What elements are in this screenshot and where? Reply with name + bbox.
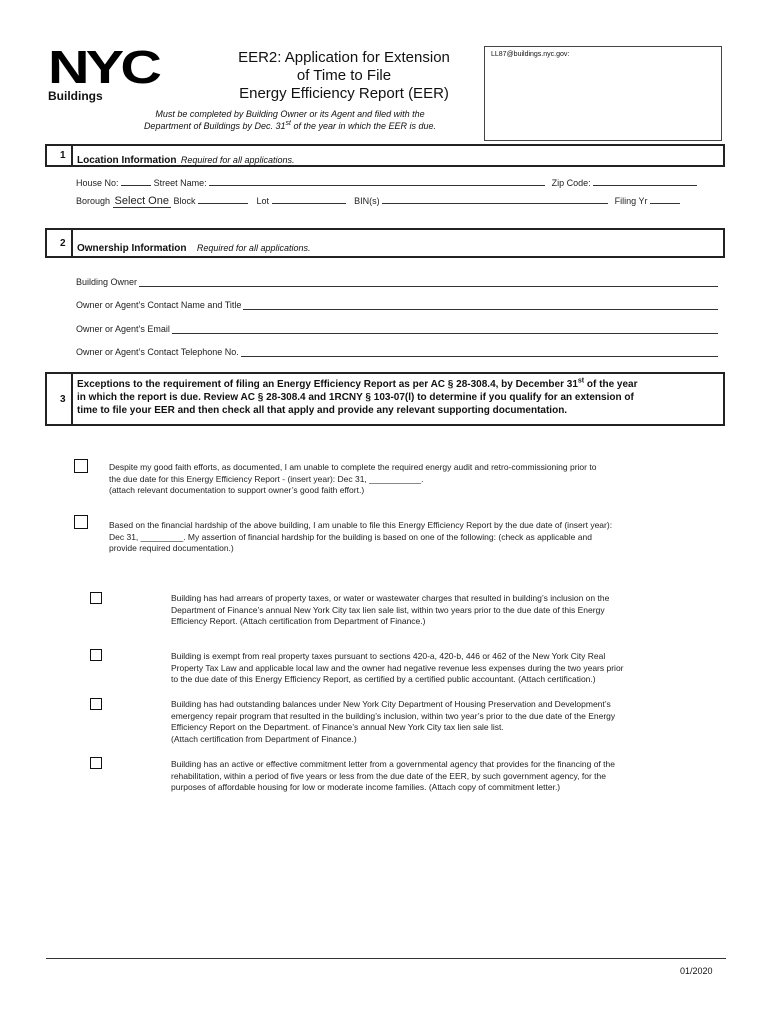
commitment-letter-checkbox[interactable] bbox=[90, 757, 102, 769]
block-field[interactable] bbox=[198, 194, 248, 204]
tax-exempt-option-text: Building is exempt from real property taxes pursuant to sections 420-a, 420-b, 446 or 462 of the New York City Real Property Tax Law and applicable local law and the owner had negative revenue less expenses during the two years prior to the due date of this Energy Efficiency Report, as certified by a certified public accountant. (Attach certification.) bbox=[171, 651, 624, 684]
tax-arrears-checkbox[interactable] bbox=[90, 592, 102, 604]
contact-email-row bbox=[76, 324, 718, 334]
contact-name-field[interactable] bbox=[243, 300, 718, 310]
title-line-1: EER2: Application for Extension bbox=[238, 49, 450, 66]
section-3-number: 3 bbox=[60, 394, 66, 405]
street-name-field[interactable] bbox=[209, 176, 545, 186]
section-3-header bbox=[45, 372, 725, 426]
section-2-requirement: Required for all applications. bbox=[196, 243, 311, 253]
building-owner-label: Building Owner bbox=[76, 277, 138, 287]
good-faith-checkbox[interactable] bbox=[74, 459, 88, 473]
email-box[interactable] bbox=[484, 46, 722, 141]
section-2-header bbox=[45, 228, 725, 258]
hpd-balances-option-text: Building has had outstanding balances under New York City Department of Housing Preservation and Development’s emergency repair program that resulted in the building’s inclusion, within two year’s prior to the due date of the Energy Efficiency Report on the Department. of Finance’s annual New York City tax lien sale list. (Attach certification from Department of Finance.) bbox=[171, 699, 616, 744]
section-1-number: 1 bbox=[60, 150, 66, 161]
section-2-number: 2 bbox=[60, 238, 66, 249]
location-row-2 bbox=[76, 194, 680, 208]
contact-name-label: Owner or Agent’s Contact Name and Title bbox=[76, 300, 242, 310]
form-revision-date: 01/2020 bbox=[680, 966, 713, 976]
section-2-title: Ownership Information bbox=[77, 243, 187, 254]
building-owner-row bbox=[76, 277, 718, 287]
contact-name-row bbox=[76, 300, 718, 310]
filing-yr-label: Filing Yr bbox=[614, 196, 648, 206]
house-no-label: House No: bbox=[76, 178, 119, 188]
lot-field[interactable] bbox=[272, 194, 346, 204]
contact-email-label: Owner or Agent’s Email bbox=[76, 324, 170, 334]
logo-subtext: Buildings bbox=[48, 89, 103, 103]
financial-hardship-option-text: Based on the financial hardship of the above building, I am unable to file this Energy Efficiency Report by the due date of (insert year): Dec 31, _________. My assertion of financial hardship for the building is based on one of the following: (check as applicable and provide required documentation.) bbox=[109, 520, 613, 553]
zip-code-field[interactable] bbox=[593, 176, 697, 186]
section-1-title: Location Information bbox=[77, 155, 177, 166]
footer-divider bbox=[46, 958, 726, 959]
section-1-requirement: Required for all applications. bbox=[180, 155, 295, 165]
borough-label: Borough bbox=[76, 196, 111, 206]
contact-email-field[interactable] bbox=[172, 324, 718, 334]
filing-instructions bbox=[100, 108, 480, 132]
title-line-2: of Time to File bbox=[296, 67, 392, 84]
hpd-balances-checkbox[interactable] bbox=[90, 698, 102, 710]
filing-yr-field[interactable] bbox=[650, 194, 680, 204]
nyc-buildings-logo bbox=[48, 41, 159, 103]
block-label: Block bbox=[173, 196, 196, 206]
contact-phone-row bbox=[76, 347, 718, 357]
title-line-3: Energy Efficiency Report (EER) bbox=[239, 85, 449, 102]
contact-phone-label: Owner or Agent’s Contact Telephone No. bbox=[76, 347, 239, 357]
good-faith-option-text: Despite my good faith efforts, as documented, I am unable to complete the required energy audit and retro-commissioning prior to the due date for this Energy Efficiency Report - (insert year): Dec 31, ___________. (attach relevant documentation to support owner’s good faith effort.) bbox=[109, 462, 597, 495]
logo-text: NYC bbox=[48, 41, 159, 93]
borough-select[interactable]: Select One bbox=[114, 195, 169, 207]
tax-arrears-option-text: Building has had arrears of property taxes, or water or wastewater charges that resulted in building’s inclusion on the Department of Finance’s annual New York City tax lien sale list, within two years prior to the due date of this Energy Efficiency Report. (Attach certification from Department of Finance.) bbox=[171, 593, 610, 626]
section-3-text: Exceptions to the requirement of filing an Energy Efficiency Report as per AC § 28-308.4, by December 31st of the year in which the report is due. Review AC § 28-308.4 and 1RCNY § 103-07(l) to determine if you qualify for an extension of time to file your EER and then check all that apply and provide any relevant supporting documentation. bbox=[77, 377, 638, 416]
bin-label: BIN(s) bbox=[354, 196, 380, 206]
street-name-label: Street Name: bbox=[153, 178, 207, 188]
building-owner-field[interactable] bbox=[139, 277, 718, 287]
email-box-text: LL87@buildings.nyc.gov: bbox=[491, 51, 570, 58]
form-title bbox=[208, 49, 480, 103]
contact-phone-field[interactable] bbox=[241, 347, 718, 357]
commitment-letter-option-text: Building has an active or effective commitment letter from a governmental agency that provides for the financing of the rehabilitation, within a period of five years or less from the due date of the EER, by such government agency, for the purposes of affordable housing for low or moderate income families. (Attach copy of commitment letter.) bbox=[171, 759, 615, 792]
bin-field[interactable] bbox=[382, 194, 608, 204]
instructions-line-1: Must be completed by Building Owner or its Agent and filed with the bbox=[155, 109, 425, 119]
zip-code-label: Zip Code: bbox=[551, 178, 591, 188]
instructions-line-2: Department of Buildings by Dec. 31st of the year in which the EER is due. bbox=[143, 120, 437, 131]
lot-label: Lot bbox=[256, 196, 270, 206]
financial-hardship-checkbox[interactable] bbox=[74, 515, 88, 529]
section-1-header bbox=[45, 144, 725, 167]
location-row-1 bbox=[76, 176, 697, 188]
tax-exempt-checkbox[interactable] bbox=[90, 649, 102, 661]
house-no-field[interactable] bbox=[121, 176, 151, 186]
